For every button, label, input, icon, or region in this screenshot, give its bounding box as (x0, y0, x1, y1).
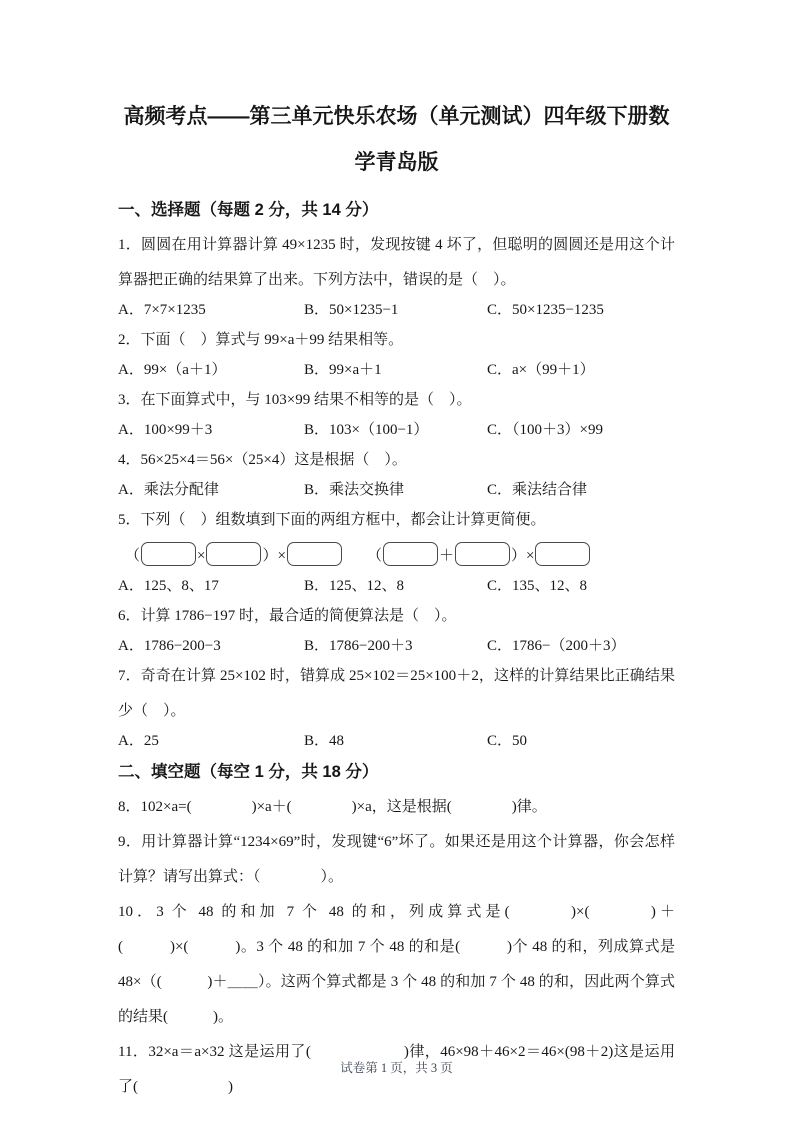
question-3-options (118, 418, 675, 443)
question-2-text: 2．下面（ ）算式与 99×a＋99 结果相等。 (118, 332, 404, 348)
question-5-option-a: A．125、8、17 (118, 578, 219, 594)
page-title: 高频考点——第三单元快乐农场（单元测试）四年级下册数学青岛版 (123, 105, 670, 174)
answer-box-4 (383, 542, 438, 566)
question-7-option-b: B．48 (304, 733, 345, 749)
question-1-options (118, 298, 675, 323)
section-2-heading: 二、填空题（每空 1 分，共 18 分） (118, 763, 379, 781)
question-3-option-b: B．103×（100−1） (304, 422, 429, 438)
question-4-option-b: B．乘法交换律 (304, 482, 405, 498)
question-9-text: 9．用计算器计算“1234×69”时，发现键“6”坏了。如果还是用这个计算器，你会怎样计算？请写出算式：（ ）。 (118, 834, 675, 885)
answer-box-5 (455, 542, 510, 566)
question-1-option-c: C．50×1235−1235 (487, 302, 604, 318)
open-paren: （ (125, 548, 141, 564)
question-2-option-a: A．99×（a＋1） (118, 362, 227, 378)
question-7-options (118, 729, 675, 754)
question-4-options (118, 478, 675, 503)
question-1-text: 1．圆圆在用计算器计算 49×1235 时，发现按键 4 坏了，但聪明的圆圆还是用这个计算器把正确的结果算了出来。下列方法中，错误的是（ ）。 (118, 237, 675, 288)
question-3-option-c: C．（100＋3）×99 (487, 422, 603, 438)
question-7-text: 7．奇奇在计算 25×102 时，错算成 25×102＝25×100＋2，这样的计算结果比正确结果少（ ）。 (118, 668, 675, 719)
question-3-text: 3．在下面算式中，与 103×99 结果不相等的是（ ）。 (118, 392, 472, 408)
question-6-options (118, 634, 675, 659)
plus-sign: ＋ (438, 548, 454, 564)
multiply-sign: × (197, 548, 206, 564)
question-1-option-b: B．50×1235−1 (304, 302, 399, 318)
answer-box-6 (535, 542, 590, 566)
question-2-option-b: B．99×a＋1 (304, 362, 382, 378)
section-1-heading: 一、选择题（每题 2 分，共 14 分） (118, 201, 379, 219)
question-8-text: 8．102×a=( )×a＋( )×a，这是根据( )律。 (118, 799, 547, 815)
question-5-text: 5．下列（ ）组数填到下面的两组方框中，都会让计算更简便。 (118, 512, 546, 528)
answer-box-2 (206, 542, 261, 566)
question-7-option-c: C．50 (487, 733, 528, 749)
question-6-option-c: C．1786−（200＋3） (487, 638, 626, 654)
question-7-option-a: A．25 (118, 733, 159, 749)
question-4-text: 4．56×25×4＝56×（25×4）这是根据（ ）。 (118, 452, 407, 468)
question-6-option-b: B．1786−200＋3 (304, 638, 413, 654)
question-6-option-a: A．1786−200−3 (118, 638, 221, 654)
question-2-option-c: C．a×（99＋1） (487, 362, 595, 378)
question-10-text: 10．3 个 48 的和加 7 个 48 的和，列成算式是( )×( )＋( )×( )。3 个 48 的和加 7 个 48 的和是( )个 48 的和，列成算式是 48×（( )＋＿＿）。这两个算式都是 3 个 48 的和加 7 个 48 的和，因此两个算式的结果( )。 (118, 904, 675, 1025)
question-5-options (118, 574, 675, 599)
close-paren-multiply: ）× (510, 548, 535, 564)
question-5-blank-boxes (118, 538, 675, 574)
question-1-option-a: A．7×7×1235 (118, 302, 206, 318)
open-paren: （ (366, 548, 382, 564)
question-5-option-c: C．135、12、8 (487, 578, 588, 594)
answer-box-3 (287, 542, 342, 566)
question-6-text: 6．计算 1786−197 时，最合适的简便算法是（ ）。 (118, 608, 457, 624)
close-paren-multiply: ）× (262, 548, 286, 564)
question-5-option-b: B．125、12、8 (304, 578, 405, 594)
page-footer: 试卷第 1 页，共 3 页 (340, 1061, 453, 1075)
question-3-option-a: A．100×99＋3 (118, 422, 213, 438)
question-4-option-c: C．乘法结合律 (487, 482, 588, 498)
answer-box-1 (141, 542, 196, 566)
question-2-options (118, 358, 675, 383)
question-4-option-a: A．乘法分配律 (118, 482, 219, 498)
question-11-text: 11．32×a＝a×32 这是运用了( )律，46×98＋46×2＝46×(98＋2)这是运用了( ) (118, 1044, 675, 1095)
